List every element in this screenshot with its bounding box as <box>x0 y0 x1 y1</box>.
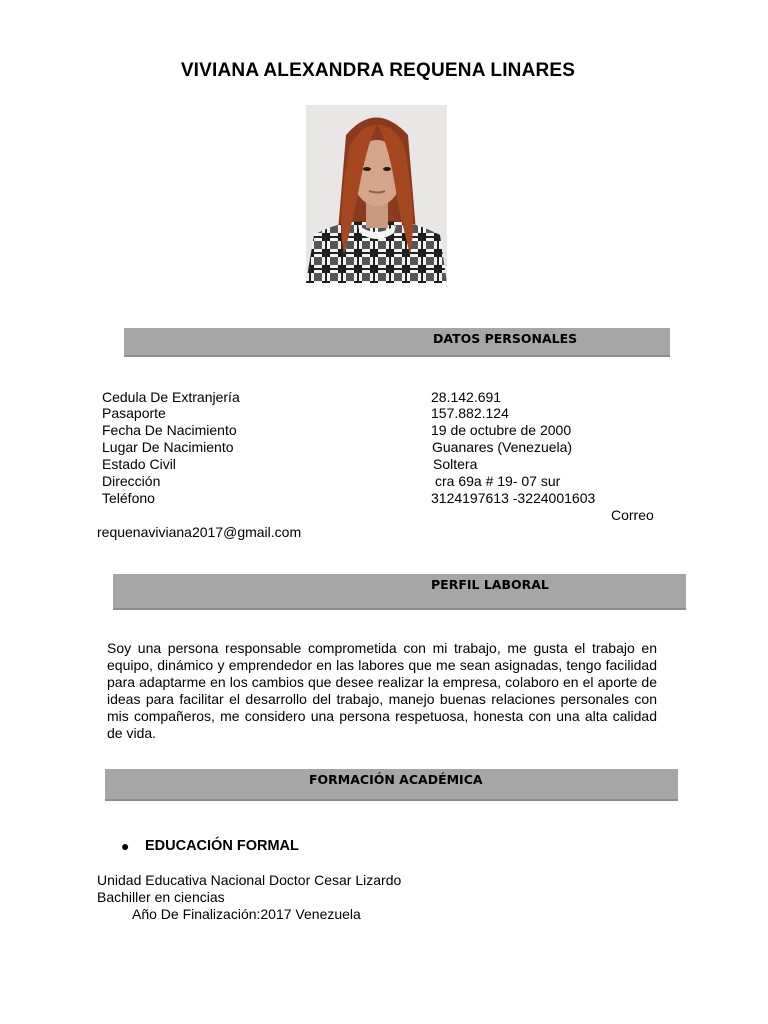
label-telefono: Teléfono <box>102 490 155 506</box>
value-pasaporte: 157.882.124 <box>431 405 509 421</box>
label-fecha-nacimiento: Fecha De Nacimiento <box>102 422 237 438</box>
education-finish: Año De Finalización:2017 Venezuela <box>132 906 361 922</box>
education-formal-heading: EDUCACIÓN FORMAL <box>145 838 299 854</box>
section-title-education: FORMACIÓN ACADÉMICA <box>309 772 483 787</box>
label-estado-civil: Estado Civil <box>102 456 176 472</box>
value-fecha-nacimiento: 19 de octubre de 2000 <box>431 422 572 438</box>
value-direccion: cra 69a # 19- 07 sur <box>435 473 561 489</box>
section-header-education <box>105 769 678 801</box>
profile-paragraph: Soy una persona responsable comprometida con mi trabajo, me gusta el trabajo en equipo, dinámico y emprendedor en las labores que me sean asignadas, tengo facilidad para adaptarme en los cambios que desee realizar la empresa, colaboro en el aporte de ideas para facilitar el desarrollo del trabajo, manejo buenas relaciones personales con mis compañeros, me considero una persona respetuosa, honesta con una alta calidad de vida. <box>107 640 657 741</box>
bullet-icon: ● <box>121 838 130 854</box>
education-degree: Bachiller en ciencias <box>97 889 225 905</box>
section-header-profile <box>113 574 686 610</box>
value-estado-civil: Soltera <box>433 456 478 472</box>
section-title-profile: PERFIL LABORAL <box>431 577 549 592</box>
value-telefono: 3124197613 -3224001603 <box>431 490 596 506</box>
label-cedula: Cedula De Extranjería <box>102 389 240 405</box>
value-cedula: 28.142.691 <box>431 389 502 405</box>
label-lugar-nacimiento: Lugar De Nacimiento <box>102 439 234 455</box>
profile-photo <box>306 105 447 283</box>
label-pasaporte: Pasaporte <box>102 405 166 421</box>
section-title-personal: DATOS PERSONALES <box>433 331 578 346</box>
value-lugar-nacimiento: Guanares (Venezuela) <box>432 439 573 455</box>
cv-name: VIVIANA ALEXANDRA REQUENA LINARES <box>180 60 576 81</box>
value-correo: requenaviviana2017@gmail.com <box>97 524 302 540</box>
label-direccion: Dirección <box>102 473 161 489</box>
label-correo: Correo <box>611 507 654 523</box>
education-school: Unidad Educativa Nacional Doctor Cesar Lizardo <box>97 872 402 888</box>
section-header-personal <box>124 328 670 357</box>
portrait-image <box>306 105 447 283</box>
